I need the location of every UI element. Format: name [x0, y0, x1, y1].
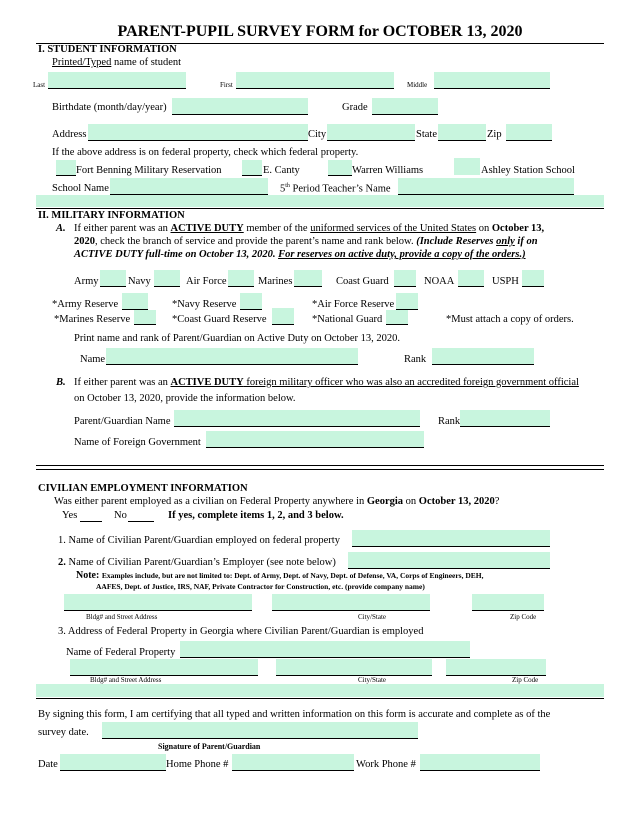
- navy-reserve-label: *Navy Reserve: [172, 299, 237, 310]
- a-text-3: on: [476, 223, 492, 234]
- fed-zip-field[interactable]: [446, 659, 546, 675]
- warren-line: [328, 175, 352, 176]
- pg-name-line: [174, 426, 420, 427]
- item3-label: 3. Address of Federal Property in Georgia where Civilian Parent/Guardian is employed: [58, 626, 424, 637]
- middle-name-line: [434, 88, 550, 89]
- teacher-name-field[interactable]: [398, 178, 574, 194]
- marines-checkbox[interactable]: [294, 270, 322, 286]
- b-text-2: foreign military officer who was also an accredited foreign government official: [243, 377, 579, 388]
- fed-city-line: [276, 675, 432, 676]
- fed-city-field[interactable]: [276, 659, 432, 675]
- printed-label: [52, 57, 181, 68]
- name-of-student: name of student: [111, 57, 182, 68]
- cg-reserve-label: *Coast Guard Reserve: [172, 314, 267, 325]
- section-1-heading: I. STUDENT INFORMATION: [38, 44, 177, 55]
- usph-checkbox[interactable]: [522, 270, 544, 286]
- q-text-2: on: [403, 496, 419, 507]
- first-label: First: [220, 81, 233, 89]
- city-label: City: [308, 129, 327, 140]
- printed-typed: Printed/Typed: [52, 57, 112, 68]
- last-name-line: [48, 88, 186, 89]
- federal-question: If the above address is on federal property, check which federal property.: [52, 147, 359, 158]
- airforce-label: Air Force: [186, 276, 227, 287]
- teacher-5: 5: [280, 183, 286, 195]
- a-text-1: If either parent was an: [74, 223, 171, 234]
- pg-name-label: Parent/Guardian Name: [74, 416, 171, 427]
- af-reserve-label: *Air Force Reserve: [312, 299, 395, 310]
- part-b-label: B.: [56, 377, 66, 388]
- section-3-heading: CIVILIAN EMPLOYMENT INFORMATION: [38, 483, 248, 494]
- address-line: [88, 140, 308, 141]
- last-name-field[interactable]: [48, 72, 186, 88]
- first-name-line: [236, 88, 394, 89]
- grade-line: [372, 114, 438, 115]
- section-3-rule: [36, 698, 604, 699]
- coastguard-line: [394, 286, 416, 287]
- a-text-5: ACTIVE DUTY full-time on October 13, 2020.: [74, 249, 279, 260]
- noaa-checkbox[interactable]: [458, 270, 484, 286]
- school-name-label: School Name: [52, 183, 109, 194]
- employer-city-field[interactable]: [272, 594, 430, 610]
- army-reserve-label: *Army Reserve: [52, 299, 119, 310]
- ad-name-label: Name: [80, 354, 106, 365]
- first-name-field[interactable]: [236, 72, 394, 88]
- middle-name-field[interactable]: [434, 72, 550, 88]
- cg-reserve-checkbox[interactable]: [272, 308, 294, 324]
- fort-benning-line: [56, 175, 76, 176]
- city-field[interactable]: [327, 124, 415, 140]
- q-text-1: Was either parent employed as a civilian on Federal Property anywhere in: [54, 496, 367, 507]
- item1-label: 1. Name of Civilian Parent/Guardian employed on federal property: [58, 535, 340, 546]
- q-date: October 13, 2020: [418, 496, 495, 507]
- b-rank-label: Rank: [438, 416, 461, 427]
- item1-field[interactable]: [352, 530, 550, 546]
- home-phone-label: Home Phone #: [166, 759, 229, 770]
- a-if: if on: [514, 236, 538, 247]
- item1-line: [352, 546, 550, 547]
- civilian-question: [54, 496, 499, 507]
- home-phone-line: [232, 770, 354, 771]
- item2-label: [58, 557, 336, 568]
- army-reserve-checkbox[interactable]: [122, 293, 148, 309]
- warren-checkbox[interactable]: [328, 160, 352, 175]
- army-label: Army: [74, 276, 99, 287]
- marines-line: [294, 286, 322, 287]
- coastguard-checkbox[interactable]: [394, 270, 416, 286]
- birthdate-label: Birthdate (month/day/year): [52, 102, 167, 113]
- a-active-duty: ACTIVE DUTY: [170, 223, 244, 234]
- signature-line: [102, 738, 418, 739]
- fed-prop-name-field[interactable]: [180, 641, 470, 657]
- no-blank[interactable]: [128, 521, 154, 522]
- part-a-line1: [74, 223, 544, 234]
- navy-label: Navy: [128, 276, 151, 287]
- signature-caption: Signature of Parent/Guardian: [158, 742, 261, 751]
- a-include: (Include Reserves: [416, 236, 497, 247]
- section-2-rule-1: [36, 465, 604, 466]
- employer-zip-line: [472, 610, 544, 611]
- b-rank-line: [460, 426, 550, 427]
- usph-line: [522, 286, 544, 287]
- teacher-th: th: [285, 183, 290, 189]
- citystate-caption: City/State: [358, 613, 386, 621]
- certification-line1: By signing this form, I am certifying that all typed and written information on this form is accurate and complete as of the: [38, 709, 551, 720]
- date-line: [60, 770, 166, 771]
- employer-city-line: [272, 610, 430, 611]
- a-date: October 13,: [491, 223, 545, 234]
- a-uniformed: uniformed services of the United States: [310, 223, 477, 234]
- cg-reserve-line: [272, 324, 294, 325]
- ad-rank-line: [432, 364, 534, 365]
- a-year: 2020: [74, 236, 95, 247]
- birthdate-field[interactable]: [172, 98, 308, 114]
- b-rank-field[interactable]: [460, 410, 550, 426]
- noaa-label: NOAA: [424, 276, 455, 287]
- section-1-band[interactable]: [36, 195, 604, 207]
- national-guard-label: *National Guard: [312, 314, 383, 325]
- last-label: Last: [33, 81, 46, 89]
- part-a-label: A.: [56, 223, 66, 234]
- fed-prop-name-line: [180, 657, 470, 658]
- section-2-heading: II. MILITARY INFORMATION: [38, 210, 185, 221]
- note-line2: AAFES, Dept. of Justice, IRS, NAF, Private Contractor for Construction, etc. (provide company name): [96, 582, 425, 591]
- grade-label: Grade: [342, 102, 368, 113]
- pg-name-field[interactable]: [174, 410, 420, 426]
- zip-label: Zip: [487, 129, 502, 140]
- navy-checkbox[interactable]: [154, 270, 180, 286]
- item2-num: 2.: [58, 557, 66, 568]
- item2-text: Name of Civilian Parent/Guardian’s Employer (see note below): [65, 557, 336, 568]
- canty-label: E. Canty: [263, 165, 300, 176]
- address-label: Address: [52, 129, 87, 140]
- home-phone-field[interactable]: [232, 754, 354, 770]
- ad-name-field[interactable]: [106, 348, 358, 364]
- army-line: [100, 286, 126, 287]
- fort-benning-checkbox[interactable]: [56, 160, 76, 175]
- marines-label: Marines: [258, 276, 293, 287]
- a-text-4: , check the branch of service and provide the parent’s name and rank below.: [95, 236, 417, 247]
- yes-blank[interactable]: [80, 521, 102, 522]
- national-guard-checkbox[interactable]: [386, 310, 408, 324]
- state-line: [438, 140, 486, 141]
- marines-reserve-line: [134, 324, 156, 325]
- section-3-band[interactable]: [36, 684, 604, 697]
- q-georgia: Georgia: [366, 496, 404, 507]
- a-only: only: [496, 236, 515, 247]
- airforce-line: [228, 286, 254, 287]
- warren-label: Warren Williams: [352, 165, 424, 176]
- teacher-label: [280, 183, 391, 195]
- navy-reserve-checkbox[interactable]: [240, 293, 262, 309]
- date-field[interactable]: [60, 754, 166, 770]
- print-rank-instruction: Print name and rank of Parent/Guardian on Active Duty on October 13, 2020.: [74, 333, 401, 344]
- note-label: Note:: [76, 570, 102, 581]
- employer-street-line: [64, 610, 252, 611]
- note-text-1: Examples include, but are not limited to: Dept. of Army, Dept. of Navy, Dept. of Defense, VA, Corps of Engineers, DEH,: [101, 571, 484, 580]
- part-a-line3: [74, 249, 526, 260]
- navy-reserve-line: [240, 309, 262, 310]
- ashley-label: Ashley Station School: [481, 165, 575, 176]
- navy-line: [154, 286, 180, 287]
- ashley-checkbox[interactable]: [454, 158, 480, 175]
- af-reserve-checkbox[interactable]: [396, 293, 418, 309]
- work-phone-label: Work Phone #: [356, 759, 416, 770]
- zip-line: [506, 140, 552, 141]
- part-b-line1: [74, 377, 579, 388]
- foreign-gov-field[interactable]: [206, 431, 424, 447]
- national-guard-line: [386, 324, 408, 325]
- b-text-1: If either parent was an: [74, 377, 171, 388]
- form-title: PARENT-PUPIL SURVEY FORM for OCTOBER 13, 2020: [117, 23, 523, 40]
- part-a-line2: [74, 236, 538, 247]
- state-field[interactable]: [438, 124, 486, 140]
- item2-field[interactable]: [348, 552, 550, 568]
- if-yes-instruction: If yes, complete items 1, 2, and 3 below.: [168, 510, 344, 521]
- marines-reserve-checkbox[interactable]: [134, 310, 156, 324]
- yes-label: Yes: [62, 510, 78, 521]
- marines-reserve-label: *Marines Reserve: [54, 314, 131, 325]
- certification-line2: survey date.: [38, 727, 89, 738]
- address-field[interactable]: [88, 124, 308, 140]
- no-label: No: [114, 510, 127, 521]
- fed-street-field[interactable]: [70, 659, 258, 675]
- zip-caption-2: Zip Code: [512, 676, 539, 684]
- must-attach-note: *Must attach a copy of orders.: [446, 314, 574, 325]
- work-phone-line: [420, 770, 540, 771]
- coastguard-label: Coast Guard: [336, 276, 389, 287]
- bldg-caption: Bldg# and Street Address: [86, 613, 158, 621]
- work-phone-field[interactable]: [420, 754, 540, 770]
- city-line: [327, 140, 415, 141]
- zip-caption: Zip Code: [510, 613, 537, 621]
- signature-field[interactable]: [102, 722, 418, 738]
- date-label: Date: [38, 759, 58, 770]
- a-text-2: member of the: [243, 223, 311, 234]
- grade-field[interactable]: [372, 98, 438, 114]
- airforce-checkbox[interactable]: [228, 270, 254, 286]
- noaa-line: [458, 286, 484, 287]
- ad-rank-label: Rank: [404, 354, 427, 365]
- section-1-rule: [36, 208, 604, 209]
- bldg-caption-2: Bldg# and Street Address: [90, 676, 162, 684]
- army-checkbox[interactable]: [100, 270, 126, 286]
- birthdate-line: [172, 114, 308, 115]
- foreign-gov-label: Name of Foreign Government: [74, 437, 201, 448]
- fed-prop-name-label: Name of Federal Property: [66, 647, 176, 658]
- b-active-duty: ACTIVE DUTY: [170, 377, 244, 388]
- employer-zip-field[interactable]: [472, 594, 544, 610]
- section-2-rule-2: [36, 469, 604, 470]
- canty-line: [242, 175, 262, 176]
- usph-label: USPH: [492, 276, 519, 287]
- part-b-line2: on October 13, 2020, provide the information below.: [74, 393, 296, 404]
- q-text-3: ?: [494, 496, 500, 507]
- ad-rank-field[interactable]: [432, 348, 534, 364]
- zip-field[interactable]: [506, 124, 552, 140]
- teacher-post: Period Teacher’s Name: [289, 183, 391, 195]
- item2-line: [348, 568, 550, 569]
- middle-label: Middle: [407, 81, 428, 89]
- canty-checkbox[interactable]: [242, 160, 262, 175]
- school-name-field[interactable]: [110, 178, 268, 194]
- employer-street-field[interactable]: [64, 594, 252, 610]
- state-label: State: [416, 129, 437, 140]
- citystate-caption-2: City/State: [358, 676, 386, 684]
- ad-name-line: [106, 364, 358, 365]
- note-line1: [76, 570, 483, 581]
- foreign-gov-line: [206, 447, 424, 448]
- a-reserves-note: For reserves on active duty, provide a copy of the orders.): [278, 249, 526, 260]
- fort-benning-label: Fort Benning Military Reservation: [76, 165, 222, 176]
